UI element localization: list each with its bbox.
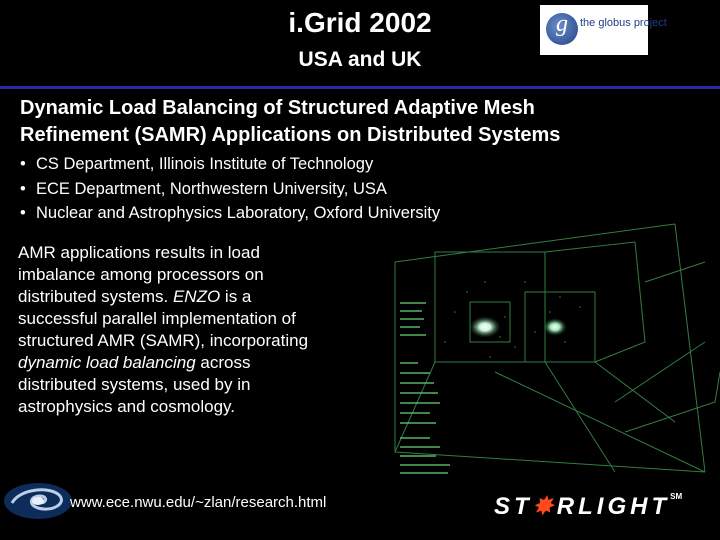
starlight-logo [494, 492, 682, 521]
description-text: across distributed systems, used by in astrophysics and cosmology. [18, 353, 251, 416]
affiliation-text: ECE Department, Northwestern University, USA [36, 179, 387, 198]
affiliation-item [20, 152, 440, 177]
slide-subtitle: USA and UK [298, 48, 422, 71]
amr-visualization [375, 222, 720, 480]
content-heading [20, 95, 710, 149]
description-text: AMR applications results in load imbalance among processors on distributed systems. [18, 243, 264, 306]
bullet-icon: • [20, 204, 26, 222]
amr-visualization-graphic [375, 222, 720, 480]
research-url-link[interactable]: www.ece.nwu.edu/~zlan/research.html [70, 494, 327, 511]
slide-title: i.Grid 2002 [288, 7, 432, 38]
description-paragraph [18, 242, 328, 418]
content-heading-line-2: Refinement (SAMR) Applications on Distributed Systems [20, 124, 561, 146]
affiliation-item [20, 177, 440, 202]
bullet-icon: • [20, 179, 26, 198]
service-mark: SM [670, 492, 683, 501]
starlight-text: ST [494, 493, 533, 520]
description-emphasis: dynamic load balancing [18, 353, 196, 372]
bullet-icon: • [20, 155, 26, 173]
globus-logo-letter: g [556, 11, 568, 37]
content-heading-line-1: Dynamic Load Balancing of Structured Adaptive Mesh [20, 97, 535, 119]
starlight-star-icon: ✸ [532, 493, 557, 520]
header-divider [0, 86, 720, 89]
affiliation-text: Nuclear and Astrophysics Laboratory, Oxford University [36, 204, 441, 222]
starlight-text: RLIGHT [556, 493, 671, 520]
globus-logo-text: the globus project [580, 17, 667, 29]
globus-logo [540, 5, 667, 55]
affiliation-text: CS Department, Illinois Institute of Technology [36, 155, 374, 173]
description-text: is a successful parallel implementation of structured AMR (SAMR), incorporating [18, 287, 309, 350]
affiliation-list [20, 152, 440, 226]
galaxy-icon [2, 478, 74, 524]
description-emphasis: ENZO [172, 287, 221, 306]
galaxy-logo [2, 478, 74, 524]
